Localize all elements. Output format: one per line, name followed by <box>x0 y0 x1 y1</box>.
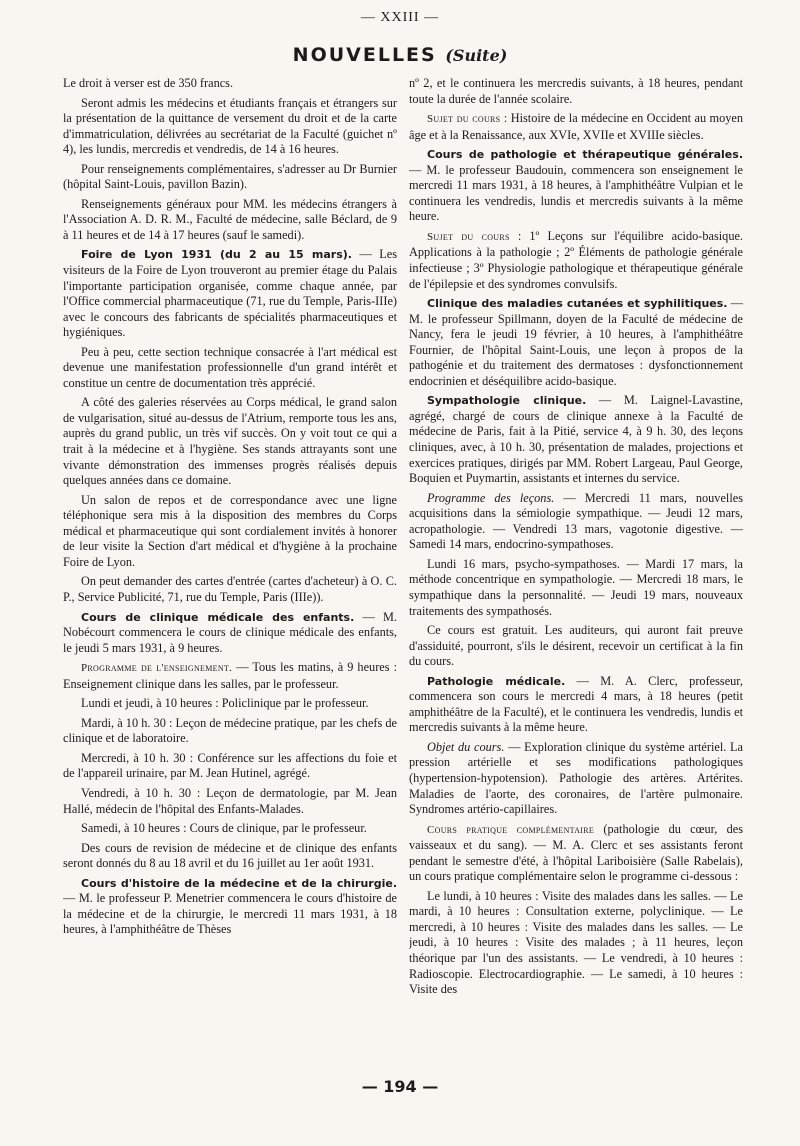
title-suffix: (Suite) <box>445 46 508 65</box>
paragraph: Lundi et jeudi, à 10 heures : Policlinique par le professeur. <box>81 696 369 711</box>
paragraph: A côté des galeries réservées au Corps médical, le grand salon de vulgarisation, situé au-dessus de l'Atrium, remporte tous les ans, auprès du grand public, un très vif succès. On y voit tout ce qui a trait à la médecine et à l'hygiène. Ses stands attrayants sont une vivante démonstration des immenses progrès réalisés depuis quelques années dans ce domaine. <box>63 395 397 488</box>
subject-paragraph <box>409 111 743 143</box>
italic-label: Programme des leçons. <box>427 490 555 505</box>
paragraph: Un salon de repos et de correspondance avec une ligne téléphonique sera mis à la disposition des membres du Corps médical et pharmaceutique qui sont cordialement invités à honorer de leur visite la Section d'art médical et d'hygiène à la prochaine Foire de Lyon. <box>63 492 397 569</box>
item-body: — M. le professeur Baudouin, commencera son enseignement le mercredi 11 mars 1931, à 18 heures, à l'amphithéâtre Vulpian et le continuera les vendredis, lundis et mercredis suivants à la même heure. <box>409 162 743 224</box>
item-body: — M. Laignel-Lavastine, agrégé, chargé de cours de clinique annexe à la Faculté de médecine de Paris, fait à la Pitié, service 4, à 9 h. 30, des leçons cliniques, avec, à 10 h. 30, présentation de malades, projections et exercices pratiques, dirigés par MM. Robert Largeau, Paul George, Boquien et Puymartin, assistants et internes du service. <box>409 393 743 486</box>
news-item-maladies-cutanees <box>409 296 743 389</box>
news-item-pathologie-medicale <box>409 674 743 736</box>
small-caps-label: Sujet du cours <box>427 113 501 126</box>
news-item-sympathologie <box>409 393 743 486</box>
item-heading: Cours de pathologie et thérapeutique générales. <box>427 148 743 162</box>
paragraph: Samedi, à 10 heures : Cours de clinique, par le professeur. <box>81 821 367 836</box>
item-body: — M. A. Clerc, professeur, commencera son cours le mercredi 4 mars, à 18 heures (petit amphithéâtre de la Faculté), et le continuera les vendredis, lundis et mercredis suivants à la même heure. <box>409 673 743 735</box>
item-body: — Tous les matins, à 9 heures : Enseignement clinique dans les salles, par le professeur. <box>63 660 397 691</box>
program-paragraph <box>63 660 397 692</box>
news-item-clinique-enfants <box>63 610 397 657</box>
page-number: — 194 — <box>361 1077 439 1096</box>
paragraph: Lundi 16 mars, psycho-sympathoses. — Mardi 17 mars, la méthode concentrique en sympathologie. — Mercredi 18 mars, le sympathique dans la personnalité. — Jeudi 19 mars, nouveaux traitements des sympathosés. <box>409 556 743 618</box>
title-text: NOUVELLES <box>292 44 437 66</box>
item-body: — M. le professeur Spillmann, doyen de la Faculté de médecine de Nancy, fera le jeudi 19 février, à 10 heures, à l'amphithéâtre Fournier, de l'hôpital Saint-Louis, une leçon à propos de la pathogénie et du traitement des dermatoses : dysfonctionnement endocrinien et déséquilibre acido-basique. <box>409 296 743 388</box>
item-body: — Mercredi 11 mars, nouvelles acquisitions dans la sémiologie sympathique. — Jeudi 12 mars, acropathologie. — Vendredi 13 mars, vagotonie digestive. — Samedi 14 mars, endocrino-sympathoses. <box>409 490 743 552</box>
item-body: : 1º Leçons sur l'équilibre acido-basique. Applications à la pathologie ; 2º Éléments de pathologie générale infectieuse ; 3º Physiologie pathologique et thérapeutique générale de l'épilepsie et des syndromes convulsifs. <box>409 228 743 291</box>
item-body: — M. Nobécourt commencera le cours de clinique médicale des enfants, le jeudi 5 mars 1931, à 9 heures. <box>63 609 397 655</box>
paragraph: Vendredi, à 10 h. 30 : Leçon de dermatologie, par M. Jean Hallé, médecin de l'hôpital des Enfants-Malades. <box>63 785 397 816</box>
paragraph: Des cours de revision de médecine et de clinique des enfants seront donnés du 8 au 18 avril et du 16 juillet au 1er août 1931. <box>63 840 397 871</box>
small-caps-label: Sujet du cours <box>427 230 510 243</box>
paragraph: Mardi, à 10 h. 30 : Leçon de médecine pratique, par les chefs de clinique et de laboratoire. <box>63 715 397 746</box>
item-heading: Clinique des maladies cutanées et syphilitiques. <box>427 297 728 311</box>
news-item-foire-lyon <box>63 247 397 340</box>
object-paragraph <box>409 740 743 818</box>
course-paragraph <box>409 822 743 885</box>
item-body: — Exploration clinique du système artériel. La pression artérielle et ses modifications pathologiques (hypertension-hypotension). Pathologie des artères. Artérites. Maladies de l'aorte, des coronaires, de l'artère pulmonaire. Syndromes artério-capillaires. <box>409 739 743 817</box>
roman-folio: — XXIII — <box>360 10 440 25</box>
program-paragraph <box>409 491 743 553</box>
paragraph: nº 2, et le continuera les mercredis suivants, à 18 heures, pendant toute la durée de l'année scolaire. <box>409 76 743 106</box>
item-heading: Pathologie médicale. <box>427 674 566 688</box>
item-heading: Foire de Lyon 1931 (du 2 au 15 mars). <box>81 248 352 262</box>
paragraph: Seront admis les médecins et étudiants français et étrangers sur la présentation de la quittance de versement du droit et de la carte d'immatriculation, délivrées au secrétariat de la Faculté (guichet nº 4), les lundis, mercredis et vendredis, de 14 à 16 heures. <box>63 95 397 157</box>
item-body: : Histoire de la médecine en Occident au moyen âge et à la Renaissance, aux XVIe, XVIIe et XVIIIe siècles. <box>409 111 743 142</box>
paragraph: Mercredi, à 10 h. 30 : Conférence sur les affections du foie et de l'appareil urinaire, par M. Jean Hutinel, agrégé. <box>63 750 397 781</box>
small-caps-label: Cours pratique complémentaire <box>427 823 595 836</box>
subject-paragraph <box>409 229 743 292</box>
paragraph: Le droit à verser est de 350 francs. <box>63 76 234 90</box>
left-column <box>63 76 397 1081</box>
paragraph: On peut demander des cartes d'entrée (cartes d'acheteur) à O. C. P., Service Publicité, 71, rue du Temple, Paris (IIIe)). <box>63 574 397 604</box>
section-title <box>0 44 800 66</box>
paragraph: Le lundi, à 10 heures : Visite des malades dans les salles. — Le mardi, à 10 heures : Consultation externe, polyclinique. — Le mercredi, à 10 heures : Visite des malades dans les salles. — Le jeudi, à 10 heures : Visite des malades ; à 11 heures, leçon théorique par l'un des assistants. — Le vendredi, à 10 heures : Radioscopie. Electrocardiographie. — Le samedi, à 10 heures : Visite des <box>409 888 743 997</box>
small-caps-label: Programme de l'enseignement. <box>81 662 233 675</box>
italic-label: Objet du cours. <box>427 739 505 754</box>
item-body: — M. le professeur P. Menetrier commencera le cours d'histoire de la médecine et de la chirurgie, le mercredi 11 mars 1931, à 18 heures, à l'amphithéâtre de Thèses <box>63 891 397 937</box>
news-item-pathologie-therapeutique <box>409 147 743 225</box>
paragraph: Renseignements généraux pour MM. les médecins étrangers à l'Association A. D. R. M., Faculté de médecine, salle Béclard, de 9 à 11 heures et de 14 à 17 heures (sauf le samedi). <box>63 196 397 242</box>
item-body: — Les visiteurs de la Foire de Lyon trouveront au premier étage du Palais l'importante participation organisée, comme chaque année, par l'Office commercial pharmaceutique (71, rue du Temple, Paris-IIIe) avec le concours des fabricants de spécialités pharmaceutiques et hygiéniques. <box>63 247 397 340</box>
paragraph: Ce cours est gratuit. Les auditeurs, qui auront fait preuve d'assiduité, pourront, s'ils le désirent, recevoir un certificat à la fin du cours. <box>409 623 743 669</box>
item-heading: Cours d'histoire de la médecine et de la chirurgie. <box>81 876 397 890</box>
news-item-histoire-medecine <box>63 876 397 938</box>
paragraph: Pour renseignements complémentaires, s'adresser au Dr Burnier (hôpital Saint-Louis, pavillon Bazin). <box>63 161 397 192</box>
item-heading: Cours de clinique médicale des enfants. <box>81 610 355 624</box>
item-body: (pathologie du cœur, des vaisseaux et du sang). — M. A. Clerc et ses assistants feront pendant le semestre d'été, à l'hôpital Lariboisière (Salle Rabelais), un cours pratique complémentaire selon le programme ci-dessous : <box>409 821 743 884</box>
paragraph: Peu à peu, cette section technique consacrée à l'art médical est devenue une manifestation professionnelle d'un grand intérêt et constitue un centre de documentation très apprécié. <box>63 344 397 390</box>
right-column <box>409 76 743 1081</box>
item-heading: Sympathologie clinique. <box>427 394 587 408</box>
